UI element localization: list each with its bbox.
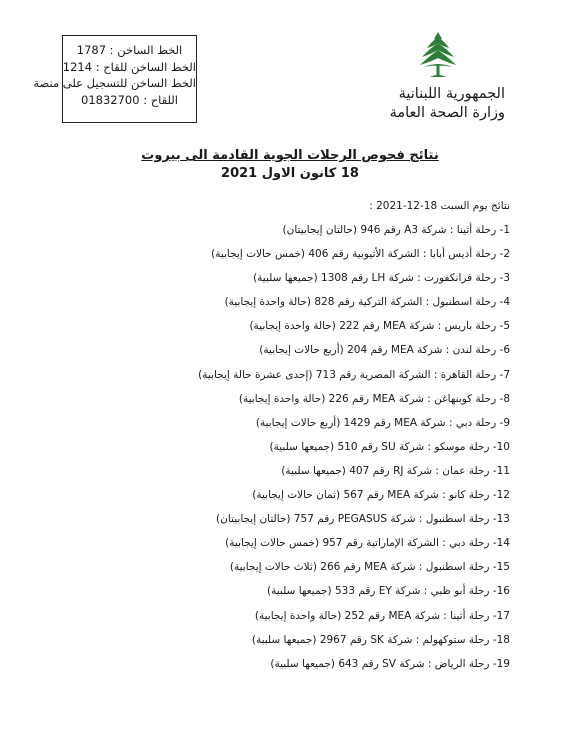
list-item: 15- رحلة اسطنبول : شركة MEA رقم 266 (ثلاث حالات إيجابية) [229,561,510,574]
list-item: 4- رحلة اسطنبول : الشركة التركية رقم 828 (حالة واحدة إيجابية) [224,296,510,309]
list-item: 6- رحلة لندن : شركة MEA رقم 204 (أربع حالات إيجابية) [259,344,510,357]
results-day-label: نتائج يوم السبت 18-12-2021 : [369,200,510,212]
list-item: 2- رحلة أديس أبابا : الشركة الأثيوبية رقم 406 (خمس حالات إيجابية) [211,248,510,261]
hotline-box [33,35,197,123]
list-item: 11- رحلة عمان : شركة RJ رقم 407 (جميعها سلبية) [281,464,510,477]
list-item: 14- رحلة دبي : الشركة الإماراتية رقم 957 (خمس حالات إيجابية) [225,537,510,550]
list-item: 12- رحلة كانو : شركة MEA رقم 567 (ثمان حالات إيجابية) [252,489,510,502]
list-item: 16- رحلة أبو ظبي : شركة EY رقم 533 (جميعها سلبية) [267,585,510,598]
list-item: 1- رحلة أثينا : شركة A3 رقم 946 (حالتان إيجابيتان) [282,224,510,236]
list-item: 13- رحلة اسطنبول : شركة PEGASUS رقم 757 (حالتان إيجابيتان) [216,513,510,526]
list-item: 7- رحلة القاهرة : الشركة المصرية رقم 713 (إحدى عشرة حالة إيجابية) [198,368,510,381]
list-item: 19- رحلة الرياض : شركة SV رقم 643 (جميعها سلبية) [270,657,510,670]
hotline-line: الخط الساخن للقاح : 1214 [62,59,196,74]
flight-results-list [198,218,510,676]
list-item: 5- رحلة باريس : شركة MEA رقم 222 (حالة واحدة إيجابية) [249,320,510,333]
country-name: الجمهورية اللبنانية [398,86,505,102]
ministry-name: وزارة الصحة العامة [389,105,505,121]
list-item: 3- رحلة فرانكفورت : شركة LH رقم 1308 (جميعها سلبية) [253,272,510,285]
hotline-line: اللقاح : 01832700 [81,92,178,107]
list-item: 8- رحلة كوبنهاغن : شركة MEA رقم 226 (حالة واحدة إيجابية) [238,392,510,405]
cedar-tree-icon [418,30,458,80]
hotline-line: الخط الساخن للتسجيل على منصة [33,76,196,90]
list-item: 10- رحلة موسكو : شركة SU رقم 510 (جميعها سلبية) [269,440,510,453]
list-item: 18- رحلة ستوكهولم : شركة SK رقم 2967 (جميعها سلبية) [251,633,510,646]
list-item: 9- رحلة دبي : شركة MEA رقم 1429 (أربع حالات إيجابية) [255,416,510,429]
ministry-header [390,85,505,123]
list-item: 17- رحلة أثينا : شركة MEA رقم 252 (حالة واحدة إيجابية) [254,609,510,622]
document-title: نتائج فحوص الرحلات الجوية القادمة الى بيروت [141,148,439,163]
hotline-line: الخط الساخن : 1787 [76,43,183,57]
document-date: 18 كانون الاول 2021 [221,166,359,181]
